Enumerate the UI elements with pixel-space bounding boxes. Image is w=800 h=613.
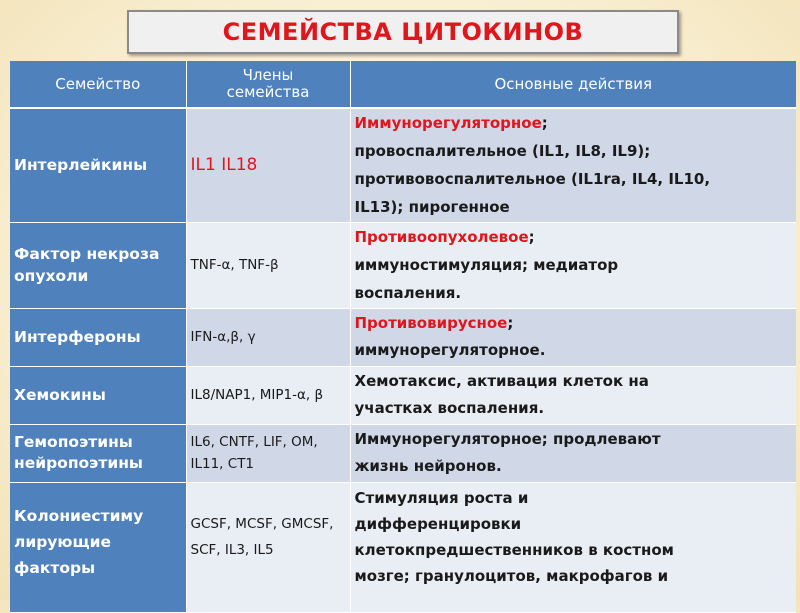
family-cell: Интерфероны bbox=[10, 308, 186, 366]
actions-cell bbox=[350, 308, 796, 366]
action-line: ; bbox=[541, 114, 548, 133]
members-cell: IL6, CNTF, LIF, OM, IL11, CT1 bbox=[186, 424, 350, 482]
action-highlight: Противоопухолевое bbox=[354, 228, 529, 246]
actions-cell bbox=[350, 366, 796, 424]
action-line: IL13); пирогенное bbox=[354, 198, 510, 217]
table-row bbox=[10, 308, 796, 366]
actions-cell bbox=[350, 424, 796, 482]
action-line: клетокпредшественников в костном bbox=[354, 540, 674, 559]
action-line: иммуностимуляция; медиатор bbox=[354, 256, 619, 274]
action-line: Хемотаксис, активация клеток на bbox=[354, 372, 649, 390]
title-box bbox=[127, 10, 679, 54]
table-row bbox=[10, 424, 796, 482]
members-cell: IFN-α,β, γ bbox=[186, 308, 350, 366]
table-header-row bbox=[10, 61, 796, 108]
action-line: провоспалительное (IL1, IL8, IL9); bbox=[354, 142, 651, 161]
family-cell: Фактор некроза опухоли bbox=[10, 222, 186, 308]
action-line: воспаления. bbox=[354, 284, 462, 302]
action-line: дифференцировки bbox=[354, 514, 522, 533]
action-highlight: Иммунорегуляторное bbox=[354, 114, 542, 133]
header-members: Члены семейства bbox=[186, 61, 350, 108]
action-highlight: Противовирусное bbox=[354, 314, 508, 332]
action-line: ; bbox=[507, 314, 514, 332]
header-actions: Основные действия bbox=[350, 61, 796, 108]
action-line: ; bbox=[528, 228, 535, 246]
actions-cell bbox=[350, 108, 796, 222]
members-cell: IL8/NAP1, MIP1-α, β bbox=[186, 366, 350, 424]
action-line: Иммунорегуляторное; продлевают bbox=[354, 430, 661, 448]
table-row bbox=[10, 366, 796, 424]
page-title: СЕМЕЙСТВА ЦИТОКИНОВ bbox=[222, 18, 584, 46]
table-row bbox=[10, 482, 796, 612]
cytokine-families-table bbox=[10, 61, 796, 613]
action-line: иммунорегуляторное. bbox=[354, 341, 546, 359]
family-cell: Интерлейкины bbox=[10, 108, 186, 222]
family-cell: Хемокины bbox=[10, 366, 186, 424]
members-cell: TNF-α, TNF-β bbox=[186, 222, 350, 308]
members-cell: GCSF, MCSF, GMCSF, SCF, IL3, IL5 bbox=[186, 482, 350, 612]
header-family: Семейство bbox=[10, 61, 186, 108]
members-cell: IL1 IL18 bbox=[186, 108, 350, 222]
action-line: противовоспалительное (IL1ra, IL4, IL10, bbox=[354, 170, 711, 189]
action-line: жизнь нейронов. bbox=[354, 457, 502, 475]
family-cell: Гемопоэтины нейропоэтины bbox=[10, 424, 186, 482]
actions-cell bbox=[350, 482, 796, 612]
family-cell: Колониестиму лирующие факторы bbox=[10, 482, 186, 612]
action-line: мозге; гранулоцитов, макрофагов и bbox=[354, 566, 669, 585]
table-row bbox=[10, 222, 796, 308]
action-line: Стимуляция роста и bbox=[354, 488, 529, 507]
table-row bbox=[10, 108, 796, 222]
actions-cell bbox=[350, 222, 796, 308]
action-line: участках воспаления. bbox=[354, 399, 545, 417]
